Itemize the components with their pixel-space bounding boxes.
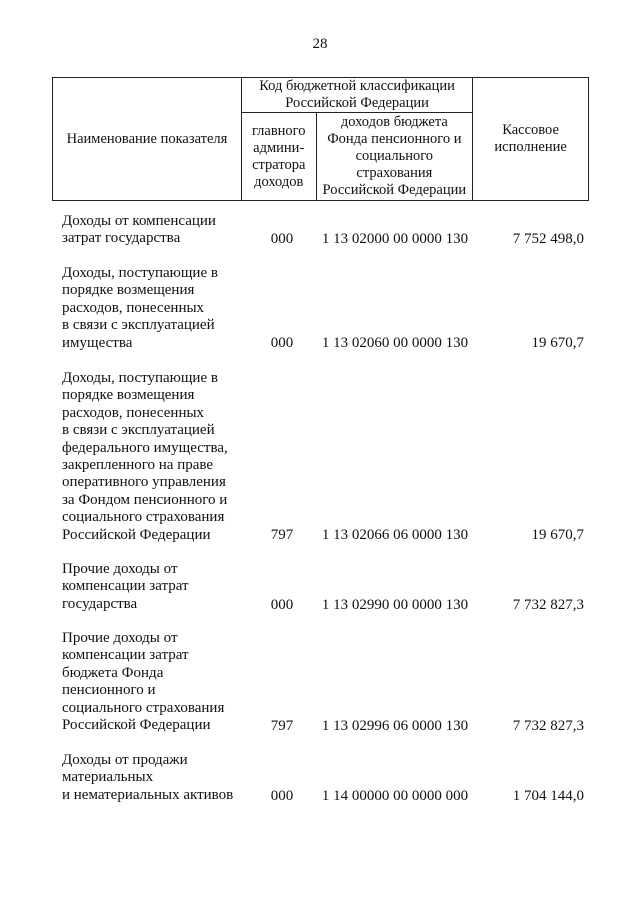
row-name: Доходы, поступающие в порядке возмещения расходов, понесенных в связи с эксплуатацией имущества (62, 265, 218, 351)
table-row (62, 561, 584, 614)
row-value: 7 732 827,3 (512, 596, 584, 613)
row-budget-code: 1 13 02060 00 0000 130 (321, 334, 469, 351)
header-execution-column: Кассовое исполнение (473, 78, 589, 201)
header-code-group: Код бюджетной классификации Российской Федерации (241, 78, 472, 113)
row-name: Доходы от продажи материальных и нематериальных активов (62, 752, 234, 803)
table-row (62, 265, 584, 352)
row-value: 7 752 498,0 (512, 230, 584, 247)
row-admin-code: 797 (270, 717, 294, 734)
row-name: Доходы от компенсации затрат государства (62, 213, 216, 247)
header-name-column: Наименование показателя (53, 78, 242, 201)
row-admin-code: 000 (270, 596, 294, 613)
table-row (62, 370, 584, 544)
row-budget-code: 1 14 00000 00 0000 000 (321, 787, 469, 804)
row-admin-code: 797 (270, 526, 294, 543)
table-row (62, 752, 584, 805)
header-fund-column: доходов бюджета Фонда пенсионного и социального страхования Российской Федерации (316, 113, 473, 201)
row-budget-code: 1 13 02996 06 0000 130 (321, 717, 469, 734)
row-name: Доходы, поступающие в порядке возмещения расходов, понесенных в связи с эксплуатацией федерального имущества, закрепленного на праве оперативного управления за Фондом пенсионного и социального страхования Российской Федерации (62, 370, 228, 543)
row-admin-code: 000 (270, 230, 294, 247)
table-row (62, 630, 584, 735)
table-header (52, 77, 589, 201)
row-budget-code: 1 13 02990 00 0000 130 (321, 596, 469, 613)
row-budget-code: 1 13 02066 06 0000 130 (321, 526, 469, 543)
row-value: 1 704 144,0 (512, 787, 584, 804)
row-admin-code: 000 (270, 334, 294, 351)
row-value: 7 732 827,3 (512, 717, 584, 734)
row-name: Прочие доходы от компенсации затрат бюджета Фонда пенсионного и социального страхования Российской Федерации (62, 630, 225, 734)
row-budget-code: 1 13 02000 00 0000 130 (321, 230, 469, 247)
page-number: 28 (312, 36, 328, 52)
row-value: 19 670,7 (531, 526, 584, 543)
header-admin-column: главного админи-стратора доходов (241, 113, 316, 201)
row-admin-code: 000 (270, 787, 294, 804)
table-row (62, 213, 584, 248)
row-name: Прочие доходы от компенсации затрат государства (62, 561, 189, 612)
row-value: 19 670,7 (531, 334, 584, 351)
